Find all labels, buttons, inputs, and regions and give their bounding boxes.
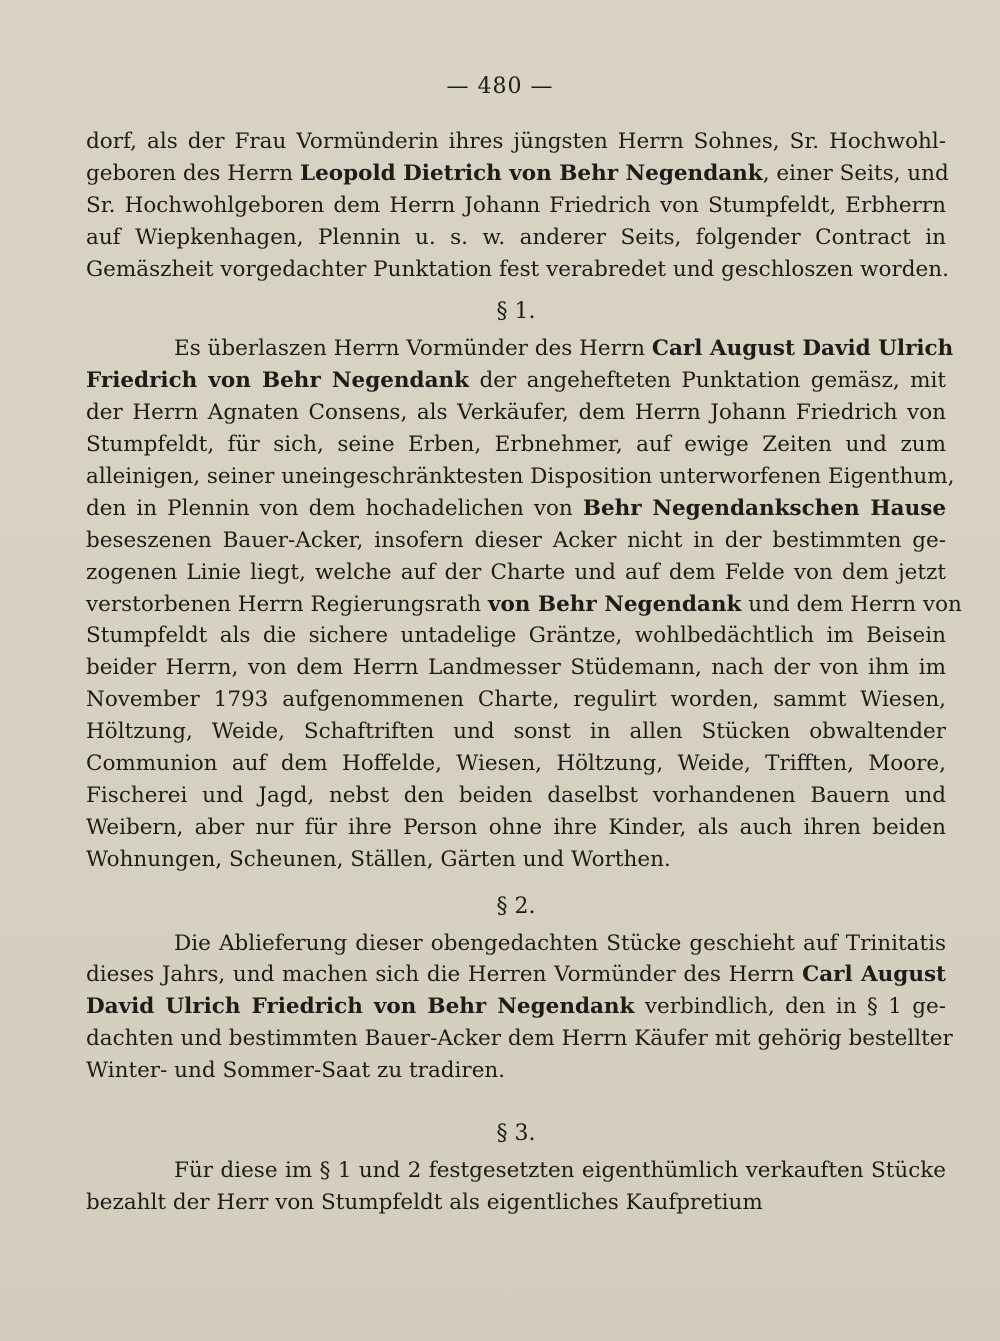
text-line: zogenen Linie liegt, welche auf der Charte und auf dem Felde von dem jetzt [86, 559, 946, 585]
text-line: beseszenen Bauer-Acker, insofern dieser Acker nicht in der bestimmten ge- [86, 527, 946, 553]
bold-name: Leopold Dietrich von Behr Negendank [299, 160, 763, 186]
text-line: Gemäszheit vorgedachter Punktation fest verabredet und geschloszen worden. [86, 256, 949, 282]
text-line: den in Plennin von dem hochadelichen von Behr Negendankschen Hause [86, 495, 946, 521]
text-line: der Herrn Agnaten Consens, als Verkäufer, dem Herrn Johann Friedrich von [86, 400, 946, 426]
text-line: beider Herrn, von dem Herrn Landmesser Stüdemann, nach der von ihm im [86, 655, 946, 681]
page-number: — 480 — [446, 74, 554, 99]
text-line: Weibern, aber nur für ihre Person ohne ihre Kinder, als auch ihren beiden [86, 814, 946, 840]
text-line: dorf, als der Frau Vormünderin ihres jüngsten Herrn Sohnes, Sr. Hochwohl- [86, 129, 946, 154]
text-line: auf Wiepkenhagen, Plennin u. s. w. anderer Seits, folgender Contract in [86, 224, 946, 250]
bold-name: Friedrich von Behr Negendank [86, 368, 470, 394]
text-line: dachten und bestimmten Bauer-Acker dem Herrn Käufer mit gehörig bestellter [86, 1026, 953, 1052]
text-line: David Ulrich Friedrich von Behr Negendank verbindlich, den in § 1 ge- [86, 994, 946, 1020]
section-paragraph [86, 1155, 946, 1219]
text-line: Es überlaszen Herrn Vormünder des Herrn Carl August David Ulrich [174, 336, 954, 362]
text-line: Für diese im § 1 und 2 festgesetzten eigenthümlich verkauften Stücke [174, 1158, 946, 1184]
bold-name: Behr Negendankschen Hause [582, 495, 946, 521]
text-line: bezahlt der Herr von Stumpfeldt als eigentliches Kaufpretium [86, 1189, 763, 1215]
text-line: Communion auf dem Hoffelde, Wiesen, Höltzung, Weide, Trifften, Moore, [86, 751, 946, 777]
text-line: Fischerei und Jagd, nebst den beiden daselbst vorhandenen Bauern und [86, 782, 946, 808]
text-line: Höltzung, Weide, Schaftriften und sonst in allen Stücken obwaltender [86, 719, 946, 745]
text-line: Wohnungen, Scheunen, Ställen, Gärten und Worthen. [86, 846, 671, 872]
text-line: verstorbenen Herrn Regierungsrath von Behr Negendank und dem Herrn von [86, 591, 962, 617]
bold-name: Carl August [802, 962, 946, 988]
text-line: Die Ablieferung dieser obengedachten Stücke geschieht auf Trinitatis [174, 930, 946, 956]
section-heading: § 3. [496, 1121, 536, 1147]
text-line: Stumpfeldt, für sich, seine Erben, Erbnehmer, auf ewige Zeiten und zum [86, 432, 946, 458]
text-line: Friedrich von Behr Negendank der angehefteten Punktation gemäsz, mit [86, 368, 946, 394]
text-line: Stumpfeldt als die sichere untadelige Gräntze, wohlbedächtlich im Beisein [86, 623, 946, 649]
bold-name: David Ulrich Friedrich von Behr Negendank [86, 994, 635, 1020]
text-line: Sr. Hochwohlgeboren dem Herrn Johann Friedrich von Stumpfeldt, Erbherrn [86, 192, 946, 218]
section-heading: § 1. [496, 299, 536, 325]
document-body [86, 126, 962, 1219]
bold-name: von Behr Negendank [487, 591, 742, 617]
text-line: November 1793 aufgenommenen Charte, regulirt worden, sammt Wiesen, [86, 687, 946, 713]
section-paragraph [86, 333, 962, 875]
section-heading: § 2. [496, 893, 536, 919]
text-line: geboren des Herrn Leopold Dietrich von Behr Negendank, einer Seits, und [86, 160, 949, 186]
text-line: alleinigen, seiner uneingeschränktesten Disposition unterworfenen Eigenthum, [86, 464, 955, 490]
text-line: Winter- und Sommer-Saat zu tradiren. [86, 1058, 506, 1084]
bold-name: Carl August David Ulrich [651, 336, 954, 362]
intro-paragraph [86, 126, 949, 285]
text-line: dieses Jahrs, und machen sich die Herren Vormünder des Herrn Carl August [86, 962, 946, 988]
section-paragraph [86, 928, 953, 1087]
